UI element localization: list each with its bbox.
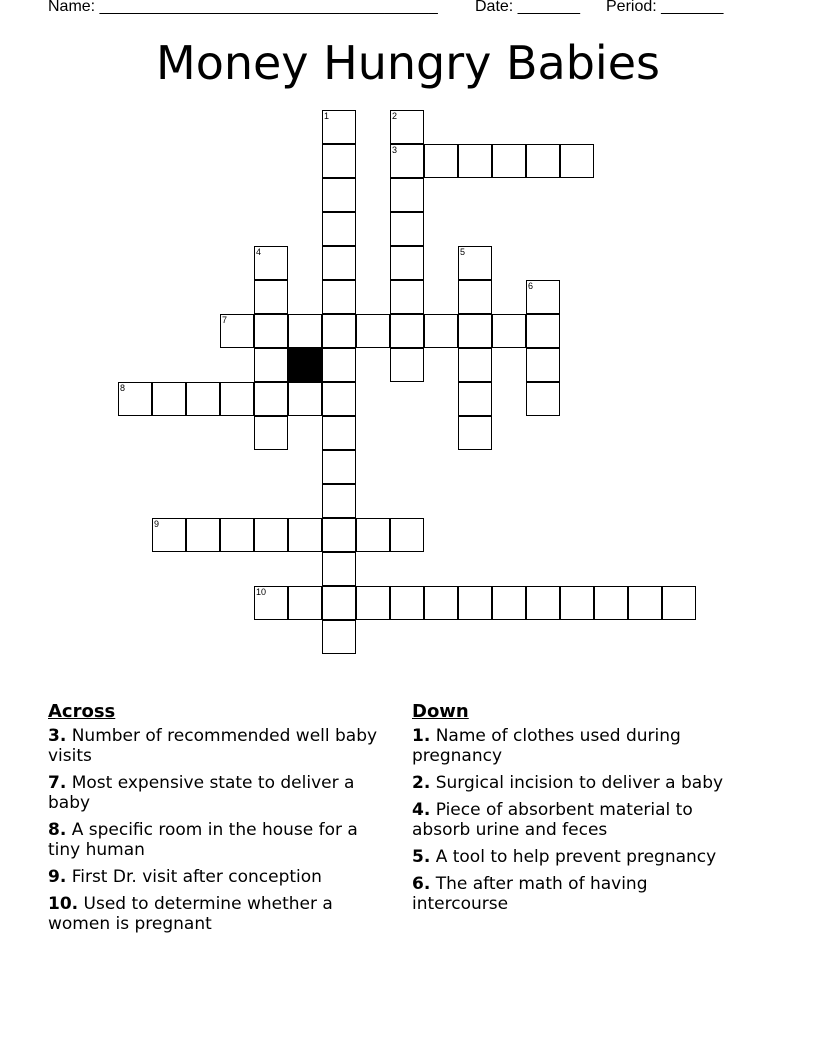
grid-cell[interactable]: [322, 416, 356, 450]
grid-cell[interactable]: [458, 416, 492, 450]
grid-cell[interactable]: [390, 348, 424, 382]
grid-cell[interactable]: [288, 518, 322, 552]
grid-cell[interactable]: [322, 450, 356, 484]
grid-cell[interactable]: [322, 348, 356, 382]
grid-cell[interactable]: [254, 382, 288, 416]
clue-number-label: 6: [528, 281, 534, 291]
grid-cell[interactable]: [458, 314, 492, 348]
grid-cell[interactable]: [118, 382, 152, 416]
clue-text: Name of clothes used during pregnancy: [412, 726, 681, 766]
down-clue: [412, 726, 742, 766]
grid-cell[interactable]: [390, 314, 424, 348]
clue-number-label: 1: [324, 111, 330, 121]
grid-cell[interactable]: [458, 280, 492, 314]
down-clue: [412, 874, 742, 914]
down-heading: Down: [412, 701, 469, 722]
grid-cell[interactable]: [628, 586, 662, 620]
down-clue: [412, 847, 742, 867]
grid-cell[interactable]: [220, 314, 254, 348]
grid-cell[interactable]: [526, 586, 560, 620]
grid-cell[interactable]: [254, 348, 288, 382]
grid-cell[interactable]: [322, 178, 356, 212]
date-field[interactable]: Date: _______: [475, 0, 580, 15]
grid-cell[interactable]: [560, 144, 594, 178]
grid-cell[interactable]: [458, 382, 492, 416]
page-title: Money Hungry Babies: [156, 36, 660, 90]
grid-cell[interactable]: [152, 382, 186, 416]
grid-cell[interactable]: [254, 586, 288, 620]
clue-text: Most expensive state to deliver a baby: [48, 773, 355, 813]
clue-text: The after math of having intercourse: [412, 874, 648, 914]
grid-cell[interactable]: [288, 382, 322, 416]
grid-cell[interactable]: [458, 348, 492, 382]
grid-cell[interactable]: [254, 280, 288, 314]
grid-cell[interactable]: [220, 518, 254, 552]
grid-cell[interactable]: [390, 246, 424, 280]
grid-cell[interactable]: [322, 518, 356, 552]
clue-text: Piece of absorbent material to absorb urine and feces: [412, 800, 693, 840]
grid-cell[interactable]: [458, 246, 492, 280]
grid-cell[interactable]: [356, 314, 390, 348]
clue-number: 5.: [412, 847, 431, 867]
grid-cell[interactable]: [492, 586, 526, 620]
clue-number-label: 7: [222, 315, 228, 325]
clue-number: 3.: [48, 726, 67, 746]
grid-cell[interactable]: [322, 484, 356, 518]
clue-text: Used to determine whether a women is pregnant: [48, 894, 333, 934]
clue-number: 10.: [48, 894, 79, 914]
grid-cell[interactable]: [390, 212, 424, 246]
clue-number: 8.: [48, 820, 67, 840]
grid-cell[interactable]: [254, 246, 288, 280]
grid-cell[interactable]: [288, 314, 322, 348]
grid-cell[interactable]: [288, 586, 322, 620]
period-field[interactable]: Period: _______: [606, 0, 724, 15]
clue-number-label: 4: [256, 247, 262, 257]
grid-cell[interactable]: [356, 518, 390, 552]
name-field[interactable]: Name: ______________________________________: [48, 0, 438, 15]
clue-number: 4.: [412, 800, 431, 820]
grid-cell[interactable]: [322, 382, 356, 416]
clue-number: 6.: [412, 874, 431, 894]
grid-cell[interactable]: [526, 348, 560, 382]
grid-cell[interactable]: [526, 280, 560, 314]
grid-cell[interactable]: [390, 110, 424, 144]
across-clue: [48, 726, 378, 766]
grid-cell[interactable]: [560, 586, 594, 620]
grid-cell[interactable]: [322, 110, 356, 144]
grid-cell[interactable]: [526, 144, 560, 178]
grid-cell[interactable]: [356, 586, 390, 620]
grid-cell[interactable]: [322, 280, 356, 314]
grid-cell[interactable]: [322, 620, 356, 654]
across-clues: [48, 702, 378, 941]
grid-cell[interactable]: [492, 314, 526, 348]
clue-number-label: 2: [392, 111, 398, 121]
down-clue: [412, 773, 742, 793]
grid-cell[interactable]: [526, 314, 560, 348]
grid-cell[interactable]: [424, 314, 458, 348]
across-heading: Across: [48, 701, 116, 722]
clue-text: Surgical incision to deliver a baby: [430, 773, 724, 793]
clue-text: A specific room in the house for a tiny human: [48, 820, 358, 860]
grid-cell[interactable]: [152, 518, 186, 552]
clue-number-label: 9: [154, 519, 160, 529]
grid-cell[interactable]: [390, 178, 424, 212]
grid-cell[interactable]: [322, 586, 356, 620]
grid-cell[interactable]: [390, 144, 424, 178]
black-cell: [288, 348, 322, 382]
grid-cell[interactable]: [458, 144, 492, 178]
grid-cell[interactable]: [390, 586, 424, 620]
down-clue: [412, 800, 742, 840]
grid-cell[interactable]: [322, 144, 356, 178]
clue-number: 7.: [48, 773, 67, 793]
grid-cell[interactable]: [322, 246, 356, 280]
down-clues: [412, 702, 742, 921]
clue-number-label: 10: [256, 587, 267, 597]
grid-cell[interactable]: [186, 518, 220, 552]
clue-number: 2.: [412, 773, 431, 793]
across-clue: [48, 894, 378, 934]
grid-cell[interactable]: [390, 518, 424, 552]
grid-cell[interactable]: [254, 518, 288, 552]
clue-number-label: 5: [460, 247, 466, 257]
grid-cell[interactable]: [662, 586, 696, 620]
grid-cell[interactable]: [390, 280, 424, 314]
clue-number-label: 8: [120, 383, 126, 393]
grid-cell[interactable]: [254, 416, 288, 450]
grid-cell[interactable]: [424, 586, 458, 620]
clue-number: 9.: [48, 867, 67, 887]
grid-cell[interactable]: [424, 144, 458, 178]
grid-cell[interactable]: [254, 314, 288, 348]
across-clue: [48, 773, 378, 813]
grid-cell[interactable]: [220, 382, 254, 416]
grid-cell[interactable]: [492, 144, 526, 178]
clue-text: Number of recommended well baby visits: [48, 726, 378, 766]
grid-cell[interactable]: [458, 586, 492, 620]
grid-cell[interactable]: [322, 314, 356, 348]
grid-cell[interactable]: [322, 212, 356, 246]
clue-number-label: 3: [392, 145, 398, 155]
grid-cell[interactable]: [594, 586, 628, 620]
across-clue: [48, 867, 378, 887]
clue-number: 1.: [412, 726, 431, 746]
grid-cell[interactable]: [322, 552, 356, 586]
grid-cell[interactable]: [186, 382, 220, 416]
across-clue: [48, 820, 378, 860]
clue-text: A tool to help prevent pregnancy: [430, 847, 717, 867]
clue-text: First Dr. visit after conception: [66, 867, 322, 887]
grid-cell[interactable]: [526, 382, 560, 416]
